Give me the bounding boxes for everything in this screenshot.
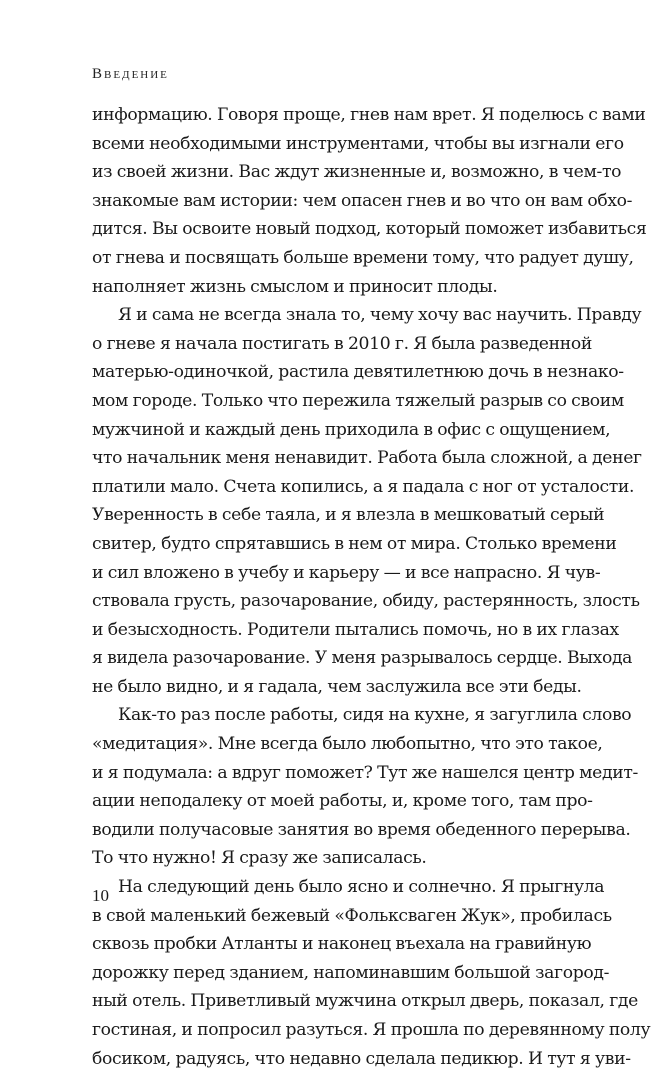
text-line: Как-то раз после работы, сидя на кухне, я загуглила слово: [118, 705, 632, 726]
paragraph: [92, 101, 647, 301]
paragraph: [92, 701, 638, 873]
text-line: водили получасовые занятия во время обеденного перерыва.: [92, 819, 631, 840]
text-line: платили мало. Счета копились, а я падала с ног от усталости.: [92, 476, 635, 497]
body-text: [92, 101, 651, 1073]
text-line: босиком, радуясь, что недавно сделала педикюр. И тут я уви-: [92, 1048, 631, 1069]
text-line: мужчиной и каждый день приходила в офис с ощущением,: [92, 419, 611, 440]
text-line: То что нужно! Я сразу же записалась.: [92, 848, 427, 869]
text-line: сквозь пробки Атланты и наконец въехала на гравийную: [92, 934, 592, 955]
text-line: гостиная, и попросил разуться. Я прошла по деревянному полу: [92, 1020, 651, 1040]
text-line: знакомые вам истории: чем опасен гнев и во что он вам обхо-: [92, 190, 633, 211]
text-line: На следующий день было ясно и солнечно. Я прыгнула: [118, 877, 605, 898]
text-line: информацию. Говоря проще, гнев нам врет. Я поделюсь с вами: [92, 105, 646, 125]
text-line: мом городе. Только что пережила тяжелый разрыв со своим: [92, 390, 624, 411]
text-line: и сил вложено в учебу и карьеру — и все напрасно. Я чув-: [92, 562, 601, 583]
text-line: и безысходность. Родители пытались помочь, но в их глазах: [92, 619, 619, 640]
text-line: матерью-одиночкой, растила девятилетнюю дочь в незнако-: [92, 362, 624, 383]
text-line: ствовала грусть, разочарование, обиду, растерянность, злость: [92, 591, 640, 612]
text-line: от гнева и посвящать больше времени тому, что радует душу,: [92, 247, 634, 268]
text-line: не было видно, и я гадала, чем заслужила все эти беды.: [92, 676, 582, 697]
text-line: о гневе я начала постигать в 2010 г. Я была разведенной: [92, 333, 592, 354]
text-line: из своей жизни. Вас ждут жизненные и, возможно, в чем-то: [92, 162, 622, 183]
text-line: Уверенность в себе таяла, и я влезла в мешковатый серый: [92, 505, 605, 526]
text-line: и я подумала: а вдруг поможет? Тут же нашелся центр медит-: [92, 762, 638, 783]
text-line: дится. Вы освоите новый подход, который поможет избавиться: [92, 219, 647, 240]
text-line: что начальник меня ненавидит. Работа была сложной, а денег: [92, 448, 642, 469]
text-line: свитер, будто спрятавшись в нем от мира. Столько времени: [92, 533, 617, 554]
page-number: 10: [92, 886, 109, 905]
text-line: дорожку перед зданием, напоминавшим большой загород-: [92, 962, 610, 983]
text-line: ный отель. Приветливый мужчина открыл дверь, показал, где: [92, 991, 638, 1012]
text-line: Я и сама не всегда знала то, чему хочу вас научить. Правду: [118, 305, 642, 326]
paragraph: [92, 301, 642, 701]
text-line: всеми необходимыми инструментами, чтобы вы изгнали его: [92, 133, 624, 154]
text-line: «медитация». Мне всегда было любопытно, что это такое,: [92, 734, 603, 755]
text-line: наполняет жизнь смыслом и приносит плоды.: [92, 276, 498, 297]
running-header: Введение: [92, 66, 169, 82]
text-line: ации неподалеку от моей работы, и, кроме того, там про-: [92, 791, 593, 812]
text-line: в свой маленький бежевый «Фольксваген Жук», пробилась: [92, 905, 612, 926]
text-line: я видела разочарование. У меня разрывалось сердце. Выхода: [92, 648, 633, 669]
paragraph: [92, 873, 651, 1073]
